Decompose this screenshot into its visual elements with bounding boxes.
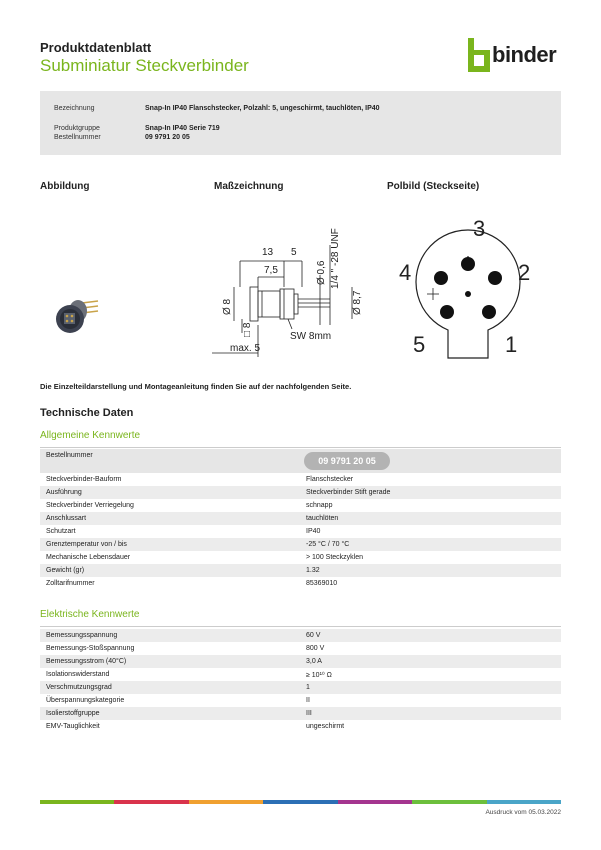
- info-value-produktgruppe: Snap-In IP40 Serie 719: [145, 125, 220, 132]
- table-row: [40, 720, 561, 733]
- info-value-bezeichnung: Snap-In IP40 Flanschstecker, Polzahl: 5, ungeschirmt, tauchlöten, IP40: [145, 105, 380, 112]
- table-row: [40, 486, 561, 499]
- order-number-row: [40, 449, 561, 473]
- product-info-box: [40, 91, 561, 155]
- dim-13: 13: [262, 247, 274, 258]
- spec-key: Bemessungsstrom (40°C): [46, 658, 127, 665]
- table-row: [40, 694, 561, 707]
- info-value-bestellnummer: 09 9791 20 05: [145, 134, 190, 141]
- table-row: [40, 668, 561, 681]
- spec-value: tauchlöten: [306, 515, 339, 522]
- general-specs-title: Allgemeine Kennwerte: [40, 430, 141, 441]
- section-masszeichnung: Maßzeichnung: [214, 181, 284, 192]
- logo-text: binder: [492, 42, 557, 67]
- binder-logo: [466, 38, 562, 72]
- footer-color-bar: [40, 800, 561, 804]
- spec-value: > 100 Steckzyklen: [306, 554, 364, 561]
- footer-color-segment: [338, 800, 412, 804]
- table-row: [40, 499, 561, 512]
- spec-value: II: [306, 697, 310, 704]
- footer-color-segment: [263, 800, 337, 804]
- electrical-specs-title: Elektrische Kennwerte: [40, 609, 140, 620]
- table-row: [40, 473, 561, 486]
- spec-key: Bemessungs-Stoßspannung: [46, 645, 135, 652]
- spec-key: Gewicht (gr): [46, 567, 85, 574]
- spec-value: 60 V: [306, 632, 321, 639]
- table-row: [40, 512, 561, 525]
- spec-key: Isolierstoffgruppe: [46, 710, 100, 717]
- spec-value: ungeschirmt: [306, 723, 345, 730]
- dim-8: Ø 8: [222, 298, 233, 315]
- pin-label-1: 1: [505, 332, 518, 357]
- spec-value: 1: [306, 684, 310, 691]
- table-row: [40, 681, 561, 694]
- section-abbildung: Abbildung: [40, 181, 90, 192]
- spec-key: Isolationswiderstand: [46, 671, 110, 678]
- footer-color-segment: [487, 800, 561, 804]
- product-image: [52, 293, 104, 337]
- dim-wrench-size: SW 8mm: [290, 331, 332, 342]
- spec-value: 1.32: [306, 567, 320, 574]
- spec-key: Steckverbinder-Bauform: [46, 476, 122, 483]
- spec-value: ≥ 10¹⁰ Ω: [306, 672, 332, 679]
- spec-value: III: [306, 710, 312, 717]
- print-date: Ausdruck vom 05.03.2022: [485, 809, 561, 816]
- technical-data-title: Technische Daten: [40, 407, 134, 419]
- pin-label-2: 2: [518, 260, 531, 285]
- dimension-drawing: [212, 215, 382, 365]
- info-key-bestellnummer: Bestellnummer: [54, 134, 101, 141]
- dim-max-5: max. 5: [230, 343, 261, 354]
- divider: [40, 626, 561, 627]
- order-number-badge: 09 9791 20 05: [304, 452, 390, 470]
- spec-key: Verschmutzungsgrad: [46, 684, 112, 691]
- divider: [40, 447, 561, 448]
- spec-key: Überspannungskategorie: [46, 697, 125, 704]
- table-row: [40, 538, 561, 551]
- pin-label-3: 3: [473, 216, 486, 241]
- footer-color-segment: [412, 800, 486, 804]
- dim-8-7: Ø 8,7: [352, 290, 363, 315]
- spec-key: Ausführung: [46, 489, 82, 496]
- dim-pin-diameter: Ø 0,6: [316, 260, 327, 285]
- dim-thread: 1/4 " -28 UNF: [330, 228, 341, 289]
- assembly-note: Die Einzelteildarstellung und Montageanleitung finden Sie auf der nachfolgenden Seite.: [40, 382, 352, 391]
- table-row: [40, 525, 561, 538]
- table-row: [40, 707, 561, 720]
- spec-key: Schutzart: [46, 528, 76, 535]
- spec-key: Steckverbinder Verriegelung: [46, 502, 134, 509]
- spec-value: Flanschstecker: [306, 476, 354, 483]
- table-row: [40, 564, 561, 577]
- spec-value: IP40: [306, 528, 321, 535]
- spec-key: Anschlussart: [46, 515, 87, 522]
- electrical-specs-table: [40, 629, 561, 733]
- spec-key: Zolltarifnummer: [46, 580, 95, 587]
- order-number-label: Bestellnummer: [46, 452, 93, 459]
- document-type: Produktdatenblatt: [40, 40, 152, 55]
- spec-value: 3,0 A: [306, 658, 322, 665]
- spec-value: schnapp: [306, 502, 333, 509]
- spec-value: Steckverbinder Stift gerade: [306, 489, 391, 496]
- spec-key: Grenztemperatur von / bis: [46, 541, 127, 548]
- binder-logo-icon: [466, 38, 492, 72]
- footer-color-segment: [189, 800, 263, 804]
- table-row: [40, 655, 561, 668]
- info-key-bezeichnung: Bezeichnung: [54, 105, 95, 112]
- table-row: [40, 629, 561, 642]
- dim-square-8: □ 8: [242, 322, 253, 337]
- table-row: [40, 577, 561, 590]
- pin-diagram: [393, 212, 543, 372]
- dim-5: 5: [291, 247, 297, 258]
- spec-value: 800 V: [306, 645, 325, 652]
- footer-color-segment: [40, 800, 114, 804]
- table-row: [40, 551, 561, 564]
- pin-label-5: 5: [413, 332, 426, 357]
- document-title: Subminiatur Steckverbinder: [40, 56, 249, 75]
- spec-value: -25 °C / 70 °C: [306, 541, 350, 548]
- spec-key: Bemessungsspannung: [46, 632, 118, 639]
- table-row: [40, 642, 561, 655]
- spec-key: EMV-Tauglichkeit: [46, 723, 100, 730]
- spec-key: Mechanische Lebensdauer: [46, 554, 131, 561]
- pin-label-4: 4: [399, 260, 412, 285]
- footer-color-segment: [114, 800, 188, 804]
- dim-7-5: 7,5: [264, 265, 278, 276]
- spec-value: 85369010: [306, 580, 338, 587]
- general-specs-table: [40, 449, 561, 590]
- info-key-produktgruppe: Produktgruppe: [54, 125, 100, 132]
- section-polbild: Polbild (Steckseite): [387, 181, 480, 192]
